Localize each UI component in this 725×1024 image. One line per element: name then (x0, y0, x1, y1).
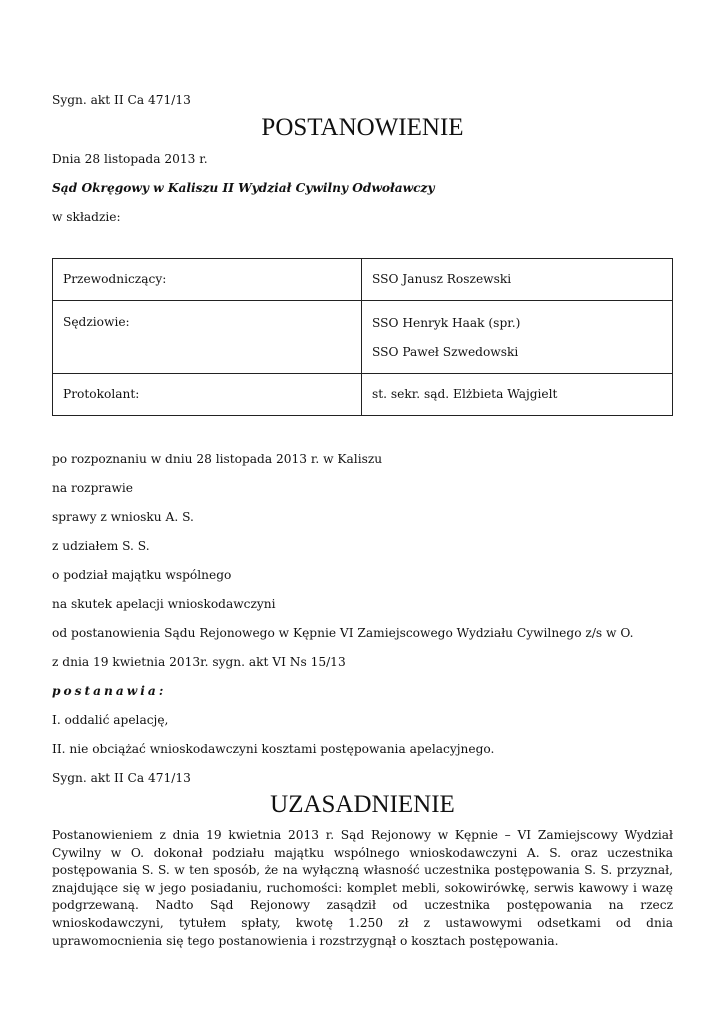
body-line: z dnia 19 kwietnia 2013r. sygn. akt VI Ns 15/13 (52, 655, 346, 669)
chair-label: Przewodniczący: (53, 259, 362, 301)
judges-label: Sędziowie: (53, 301, 362, 374)
composition-table (52, 258, 673, 416)
body-line: o podział majątku wspólnego (52, 568, 232, 582)
ruling-point-1: I. oddalić apelację, (52, 713, 169, 727)
body-line: na rozprawie (52, 481, 134, 495)
body-line: z udziałem S. S. (52, 539, 150, 553)
judge-1: SSO Henryk Haak (spr.) (372, 316, 521, 330)
document-title: POSTANOWIENIE (261, 114, 464, 141)
case-signature: Sygn. akt II Ca 471/13 (52, 93, 191, 107)
judge-2: SSO Paweł Szwedowski (372, 345, 519, 359)
decision-word: postanawia: (52, 684, 167, 698)
chair-value: SSO Janusz Roszewski (362, 259, 673, 301)
table-row (53, 374, 673, 416)
clerk-value: st. sekr. sąd. Elżbieta Wajgielt (362, 374, 673, 416)
body-line: po rozpoznaniu w dniu 28 listopada 2013 r. w Kaliszu (52, 452, 383, 466)
table-row (53, 259, 673, 301)
body-line: sprawy z wniosku A. S. (52, 510, 194, 524)
justification-paragraph: Postanowieniem z dnia 19 kwietnia 2013 r. Sąd Rejonowy w Kępnie – VI Zamiejscowy Wydział Cywilny w O. dokonał podziału majątku wspólnego wnioskodawczyni A. S. oraz uczestnika postępowania S. S. w ten sposób, że na wyłączną własność uczestnika postępowania S. S. przyznał, znajdujące się w jego posiadaniu, ruchomości: komplet mebli, sokowirówkę, serwis kawowy i wazę podgrzewaną. Nadto Sąd Rejonowy zasądził od uczestnika postępowania na rzecz wnioskodawczyni, tytułem spłaty, kwotę 1.250 zł z ustawowymi odsetkami od dnia uprawomocnienia się tego postanowienia i rozstrzygnął o kosztach postępowania. (52, 828, 673, 948)
clerk-label: Protokolant: (53, 374, 362, 416)
justification-title: UZASADNIENIE (270, 791, 455, 818)
body-line: od postanowienia Sądu Rejonowego w Kępnie VI Zamiejscowego Wydziału Cywilnego z/s w O. (52, 626, 634, 640)
judges-value (362, 301, 673, 374)
justification-signature: Sygn. akt II Ca 471/13 (52, 771, 191, 785)
table-row (53, 301, 673, 374)
ruling-point-2: II. nie obciążać wnioskodawczyni kosztami postępowania apelacyjnego. (52, 742, 495, 756)
date-line: Dnia 28 listopada 2013 r. (52, 152, 208, 166)
body-line: na skutek apelacji wnioskodawczyni (52, 597, 276, 611)
court-name: Sąd Okręgowy w Kaliszu II Wydział Cywilny Odwoławczy (52, 181, 435, 195)
composition-intro: w składzie: (52, 210, 121, 224)
